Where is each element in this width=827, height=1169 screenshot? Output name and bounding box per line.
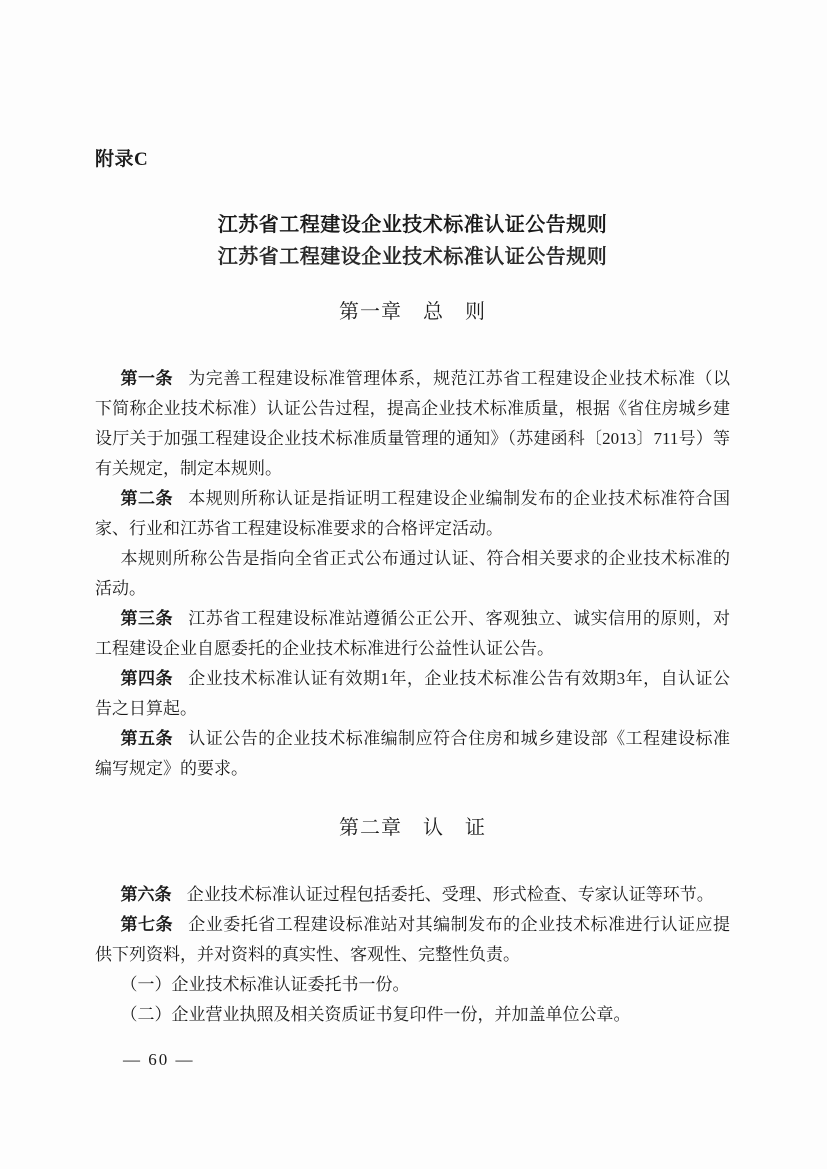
article-7-paragraph: [95, 910, 730, 970]
article-3-number: 第三条: [120, 609, 173, 628]
article-7-list-item-1-text: （一）企业技术标准认证委托书一份。: [120, 975, 410, 994]
article-6-text: 企业技术标准认证过程包括委托、受理、形式检查、专家认证等环节。: [186, 885, 714, 904]
article-5-text: 认证公告的企业技术标准编制应符合住房和城乡建设部《工程建设标准编写规定》的要求。: [95, 729, 731, 778]
article-3-paragraph: [95, 604, 730, 664]
article-4-paragraph: [95, 664, 730, 724]
appendix-label: 附录C: [95, 149, 149, 170]
article-1-paragraph: [95, 364, 730, 484]
article-2-continuation-text: 本规则所称公告是指向全省正式公布通过认证、符合相关要求的企业技术标准的活动。: [95, 549, 730, 598]
article-7-text: 企业委托省工程建设标准站对其编制发布的企业技术标准进行认证应提供下列资料，并对资料的真实性、客观性、完整性负责。: [95, 915, 731, 964]
article-4-number: 第四条: [120, 669, 173, 688]
page-number: — 60 —: [123, 1050, 195, 1069]
article-7-list-item-2: [95, 1000, 730, 1030]
article-6-paragraph: [95, 880, 730, 910]
article-2-paragraph: [95, 484, 730, 544]
article-2-number: 第二条: [120, 489, 173, 508]
article-5-paragraph: [95, 724, 730, 784]
document-title-line-1: 江苏省工程建设企业技术标准认证公告规则: [217, 214, 608, 236]
article-1-number: 第一条: [120, 369, 173, 388]
article-7-list-item-1: [95, 970, 730, 1000]
chapter-1-heading: 第一章 总 则: [339, 301, 486, 323]
chapter-2-body: [95, 880, 730, 1030]
article-2-continuation-paragraph: [95, 544, 730, 604]
article-5-number: 第五条: [120, 729, 173, 748]
article-7-number: 第七条: [120, 915, 173, 934]
article-2-text: 本规则所称认证是指证明工程建设企业编制发布的企业技术标准符合国家、行业和江苏省工程建设标准要求的合格评定活动。: [95, 489, 731, 538]
article-4-text: 企业技术标准认证有效期1年，企业技术标准公告有效期3年，自认证公告之日算起。: [95, 669, 731, 718]
article-1-text: 为完善工程建设标准管理体系，规范江苏省工程建设企业技术标准（以下简称企业技术标准）认证公告过程，提高企业技术标准质量，根据《省住房城乡建设厅关于加强工程建设企业技术标准质量管理的通知》（苏建函科〔2013〕711号）等有关规定，制定本规则。: [95, 369, 731, 478]
document-title-line-2: 江苏省工程建设企业技术标准认证公告规则: [217, 246, 608, 268]
article-6-number: 第六条: [120, 885, 172, 904]
chapter-1-body: [95, 364, 730, 784]
article-7-list-item-2-text: （二）企业营业执照及相关资质证书复印件一份，并加盖单位公章。: [120, 1005, 631, 1024]
article-3-text: 江苏省工程建设标准站遵循公正公开、客观独立、诚实信用的原则，对工程建设企业自愿委托的企业技术标准进行公益性认证公告。: [95, 609, 731, 658]
chapter-2-heading: 第二章 认 证: [339, 817, 486, 839]
